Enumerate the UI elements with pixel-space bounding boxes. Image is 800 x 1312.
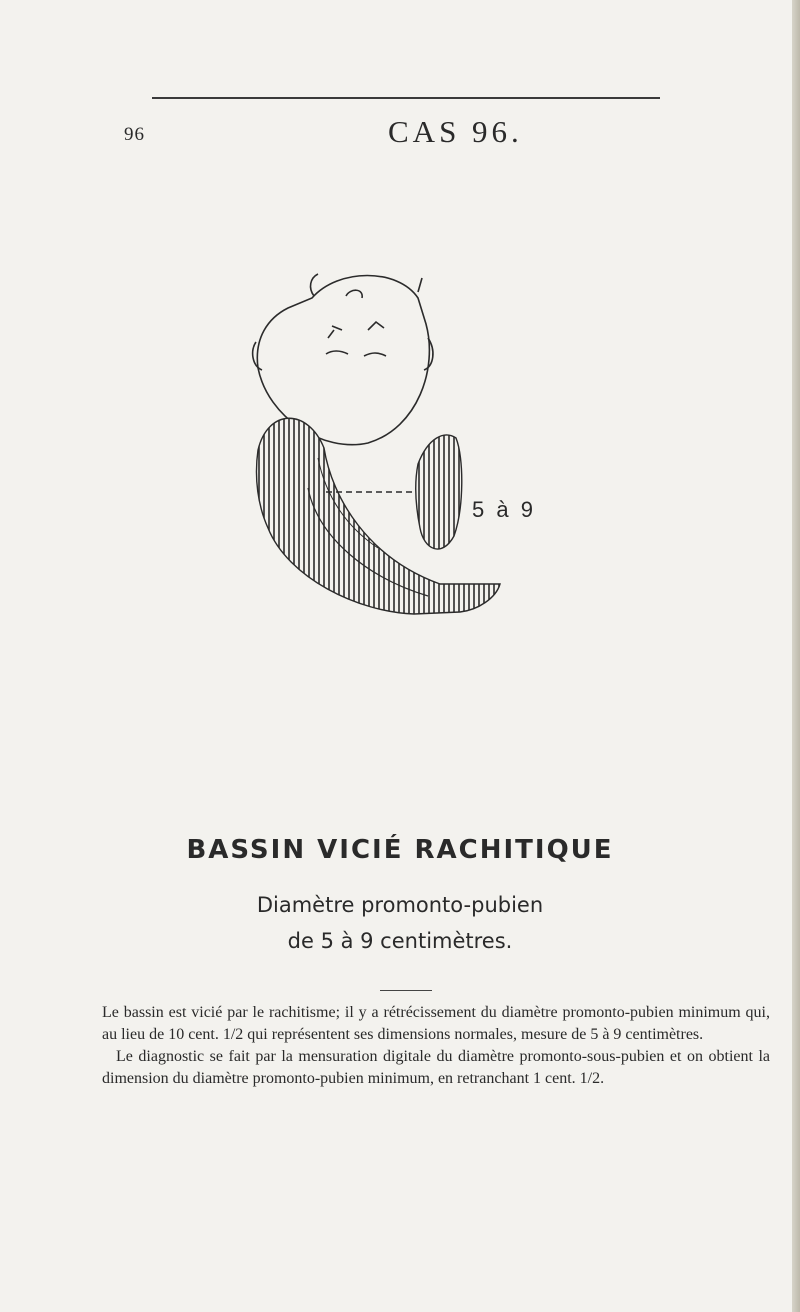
header-rule xyxy=(152,97,660,99)
page-title: CAS 96. xyxy=(388,114,523,149)
fetal-head xyxy=(253,274,433,445)
sacrum xyxy=(256,418,500,614)
figure-measurement-label: 5 à 9 xyxy=(472,497,536,522)
caption-line-2: de 5 à 9 centimètres. xyxy=(287,929,513,953)
pubis xyxy=(416,435,462,549)
pelvis-illustration xyxy=(228,258,668,698)
page-edge xyxy=(792,0,800,1312)
body-text xyxy=(102,1002,770,1090)
page-number: 96 xyxy=(124,124,145,145)
section-divider xyxy=(380,990,432,991)
paragraph-1: Le bassin est vicié par le rachitisme; il y a rétrécissement du diamètre promonto-pubien minimum qui, au lieu de 10 cent. 1/2 qui représentent ses dimensions normales, mesure de 5 à 9 centimètres. xyxy=(102,1004,770,1043)
caption-title: BASSIN VICIÉ RACHITIQUE xyxy=(186,835,614,865)
paragraph-2: Le diagnostic se fait par la mensuration digitale du diamètre promonto-sous-pubien et on obtient la dimension du diamètre promonto-pubien minimum, en retranchant 1 cent. 1/2. xyxy=(102,1048,770,1087)
caption-line-1: Diamètre promonto-pubien xyxy=(256,893,544,917)
